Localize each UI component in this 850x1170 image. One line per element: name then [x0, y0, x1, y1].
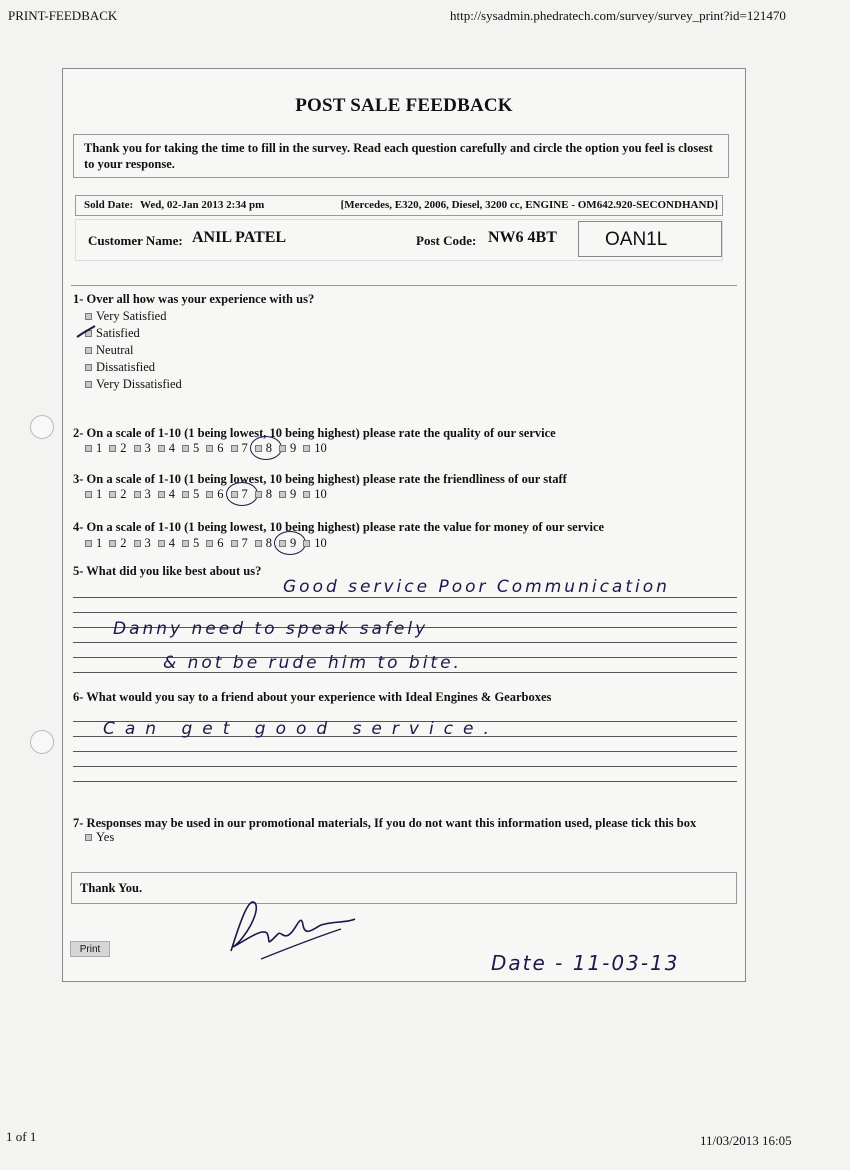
checkbox-icon: [134, 540, 141, 547]
checkbox-icon: [231, 540, 238, 547]
q1-option-neutral[interactable]: Neutral: [85, 342, 182, 359]
q5-answer-line-3: & not be rude him to bite.: [163, 653, 462, 673]
answer-line: [73, 642, 737, 643]
q3-option-3[interactable]: 3: [134, 487, 151, 502]
question-1: 1- Over all how was your experience with us?: [73, 292, 315, 306]
punch-hole: [30, 730, 54, 754]
q4-option-1[interactable]: 1: [85, 536, 102, 551]
q1-option-satisfied[interactable]: Satisfied: [85, 325, 182, 342]
question-5: 5- What did you like best about us?: [73, 564, 262, 578]
question-3: 3- On a scale of 1-10 (1 being lowest, 10 being highest) please rate the friendliness of our staff: [73, 472, 567, 486]
checkbox-icon: [158, 540, 165, 547]
checkbox-icon: [85, 834, 92, 841]
sold-info: [75, 195, 723, 216]
q3-option-9[interactable]: 9: [279, 487, 296, 502]
q4-option-8[interactable]: 8: [255, 536, 272, 551]
checkbox-icon: [85, 491, 92, 498]
question-7: 7- Responses may be used in our promotional materials, If you do not want this information used, please tick this box: [73, 816, 697, 830]
checkbox-icon: [85, 313, 92, 320]
question-4: 4- On a scale of 1-10 (1 being lowest, 10 being highest) please rate the value for money of our service: [73, 520, 605, 534]
selection-circle-icon: [250, 436, 282, 460]
q1-option-dissatisfied[interactable]: Dissatisfied: [85, 359, 182, 376]
vehicle-info: [Mercedes, E320, 2006, Diesel, 3200 cc, ENGINE - OM642.920-SECONDHAND]: [340, 199, 718, 211]
checkbox-icon: [158, 491, 165, 498]
checkbox-icon: [206, 491, 213, 498]
thank-you-text: Thank You.: [80, 881, 143, 895]
q4-option-4[interactable]: 4: [158, 536, 175, 551]
selection-circle-icon: [274, 531, 306, 555]
print-timestamp: 11/03/2013 16:05: [700, 1133, 792, 1148]
customer-label: Customer Name:: [88, 233, 183, 248]
checkbox-icon: [85, 381, 92, 388]
checkbox-icon: [109, 491, 116, 498]
checkbox-icon: [279, 445, 286, 452]
q6-answer: Can get good service.: [103, 719, 499, 739]
divider: [71, 285, 737, 286]
signature-image: [221, 889, 361, 969]
checkbox-icon: [303, 540, 310, 547]
checkbox-icon: [85, 364, 92, 371]
tick-mark-icon: [75, 323, 97, 341]
q2-option-10[interactable]: 10: [303, 441, 327, 456]
q3-option-10[interactable]: 10: [303, 487, 327, 502]
q2-option-2[interactable]: 2: [109, 441, 126, 456]
customer-name: ANIL PATEL: [192, 229, 287, 246]
customer-info: [75, 219, 723, 261]
q4-option-5[interactable]: 5: [182, 536, 199, 551]
answer-line: [73, 751, 737, 752]
checkbox-icon: [182, 540, 189, 547]
question-6: 6- What would you say to a friend about your experience with Ideal Engines & Gearboxes: [73, 690, 552, 704]
q7-option-yes[interactable]: Yes: [85, 829, 114, 846]
checkbox-icon: [134, 445, 141, 452]
feedback-form: [62, 68, 746, 982]
q7-options: [85, 829, 114, 846]
checkbox-icon: [85, 540, 92, 547]
q3-option-8[interactable]: 8: [255, 487, 272, 502]
answer-line: [73, 597, 737, 598]
checkbox-icon: [158, 445, 165, 452]
form-title: POST SALE FEEDBACK: [295, 95, 513, 116]
answer-line: [73, 612, 737, 613]
handwritten-date: Date - 11-03-13: [491, 951, 680, 975]
checkbox-icon: [182, 445, 189, 452]
checkbox-icon: [279, 491, 286, 498]
q2-option-6[interactable]: 6: [206, 441, 223, 456]
q3-option-7[interactable]: 7: [231, 487, 248, 502]
checkbox-icon: [85, 347, 92, 354]
q2-option-7[interactable]: 7: [231, 441, 248, 456]
punch-hole: [30, 415, 54, 439]
sold-label: Sold Date:: [84, 199, 134, 211]
checkbox-icon: [182, 491, 189, 498]
q4-option-9[interactable]: 9: [279, 536, 296, 551]
intro-text: Thank you for taking the time to fill in the survey. Read each question carefully and circle the option you feel is closest to your response.: [73, 134, 729, 178]
checkbox-icon: [134, 491, 141, 498]
q5-answer-line-2: Danny need to speak safely: [113, 619, 429, 639]
postcode-label: Post Code:: [416, 233, 477, 248]
q3-option-4[interactable]: 4: [158, 487, 175, 502]
q2-option-8[interactable]: 8: [255, 441, 272, 456]
print-header-url: http://sysadmin.phedratech.com/survey/survey_print?id=121470: [450, 8, 786, 23]
q4-option-6[interactable]: 6: [206, 536, 223, 551]
q2-option-3[interactable]: 3: [134, 441, 151, 456]
q4-option-10[interactable]: 10: [303, 536, 327, 551]
q2-option-9[interactable]: 9: [279, 441, 296, 456]
print-header-label: PRINT-FEEDBACK: [8, 8, 118, 23]
q1-option-very-dissatisfied[interactable]: Very Dissatisfied: [85, 376, 182, 393]
checkbox-icon: [255, 491, 262, 498]
q3-option-1[interactable]: 1: [85, 487, 102, 502]
q5-answer-line-1: Good service Poor Communication: [283, 577, 670, 597]
checkbox-icon: [255, 540, 262, 547]
customer-code: OAN1L: [578, 221, 722, 257]
q2-option-4[interactable]: 4: [158, 441, 175, 456]
q2-option-5[interactable]: 5: [182, 441, 199, 456]
checkbox-icon: [303, 491, 310, 498]
answer-line: [73, 766, 737, 767]
checkbox-icon: [109, 445, 116, 452]
q3-option-6[interactable]: 6: [206, 487, 223, 502]
thank-you-box: [71, 872, 737, 904]
page-count: 1 of 1: [6, 1129, 37, 1144]
postcode-value: NW6 4BT: [488, 229, 557, 246]
checkbox-icon: [231, 445, 238, 452]
print-button[interactable]: Print: [70, 941, 110, 957]
q2-scale: [85, 441, 334, 456]
checkbox-icon: [303, 445, 310, 452]
sold-date: Wed, 02-Jan 2013 2:34 pm: [139, 199, 265, 211]
q1-options: [85, 308, 182, 393]
q4-option-7[interactable]: 7: [231, 536, 248, 551]
checkbox-icon: [85, 445, 92, 452]
q4-option-3[interactable]: 3: [134, 536, 151, 551]
checkbox-icon: [206, 540, 213, 547]
q4-scale: [85, 536, 334, 551]
answer-line: [73, 781, 737, 782]
q3-scale: [85, 487, 334, 502]
question-2: 2- On a scale of 1-10 (1 being lowest, 10 being highest) please rate the quality of our service: [73, 426, 556, 440]
q4-option-2[interactable]: 2: [109, 536, 126, 551]
q2-option-1[interactable]: 1: [85, 441, 102, 456]
q3-option-5[interactable]: 5: [182, 487, 199, 502]
checkbox-icon: [206, 445, 213, 452]
q1-option-very-satisfied[interactable]: Very Satisfied: [85, 308, 182, 325]
q3-option-2[interactable]: 2: [109, 487, 126, 502]
checkbox-icon: [109, 540, 116, 547]
selection-circle-icon: [226, 482, 258, 506]
